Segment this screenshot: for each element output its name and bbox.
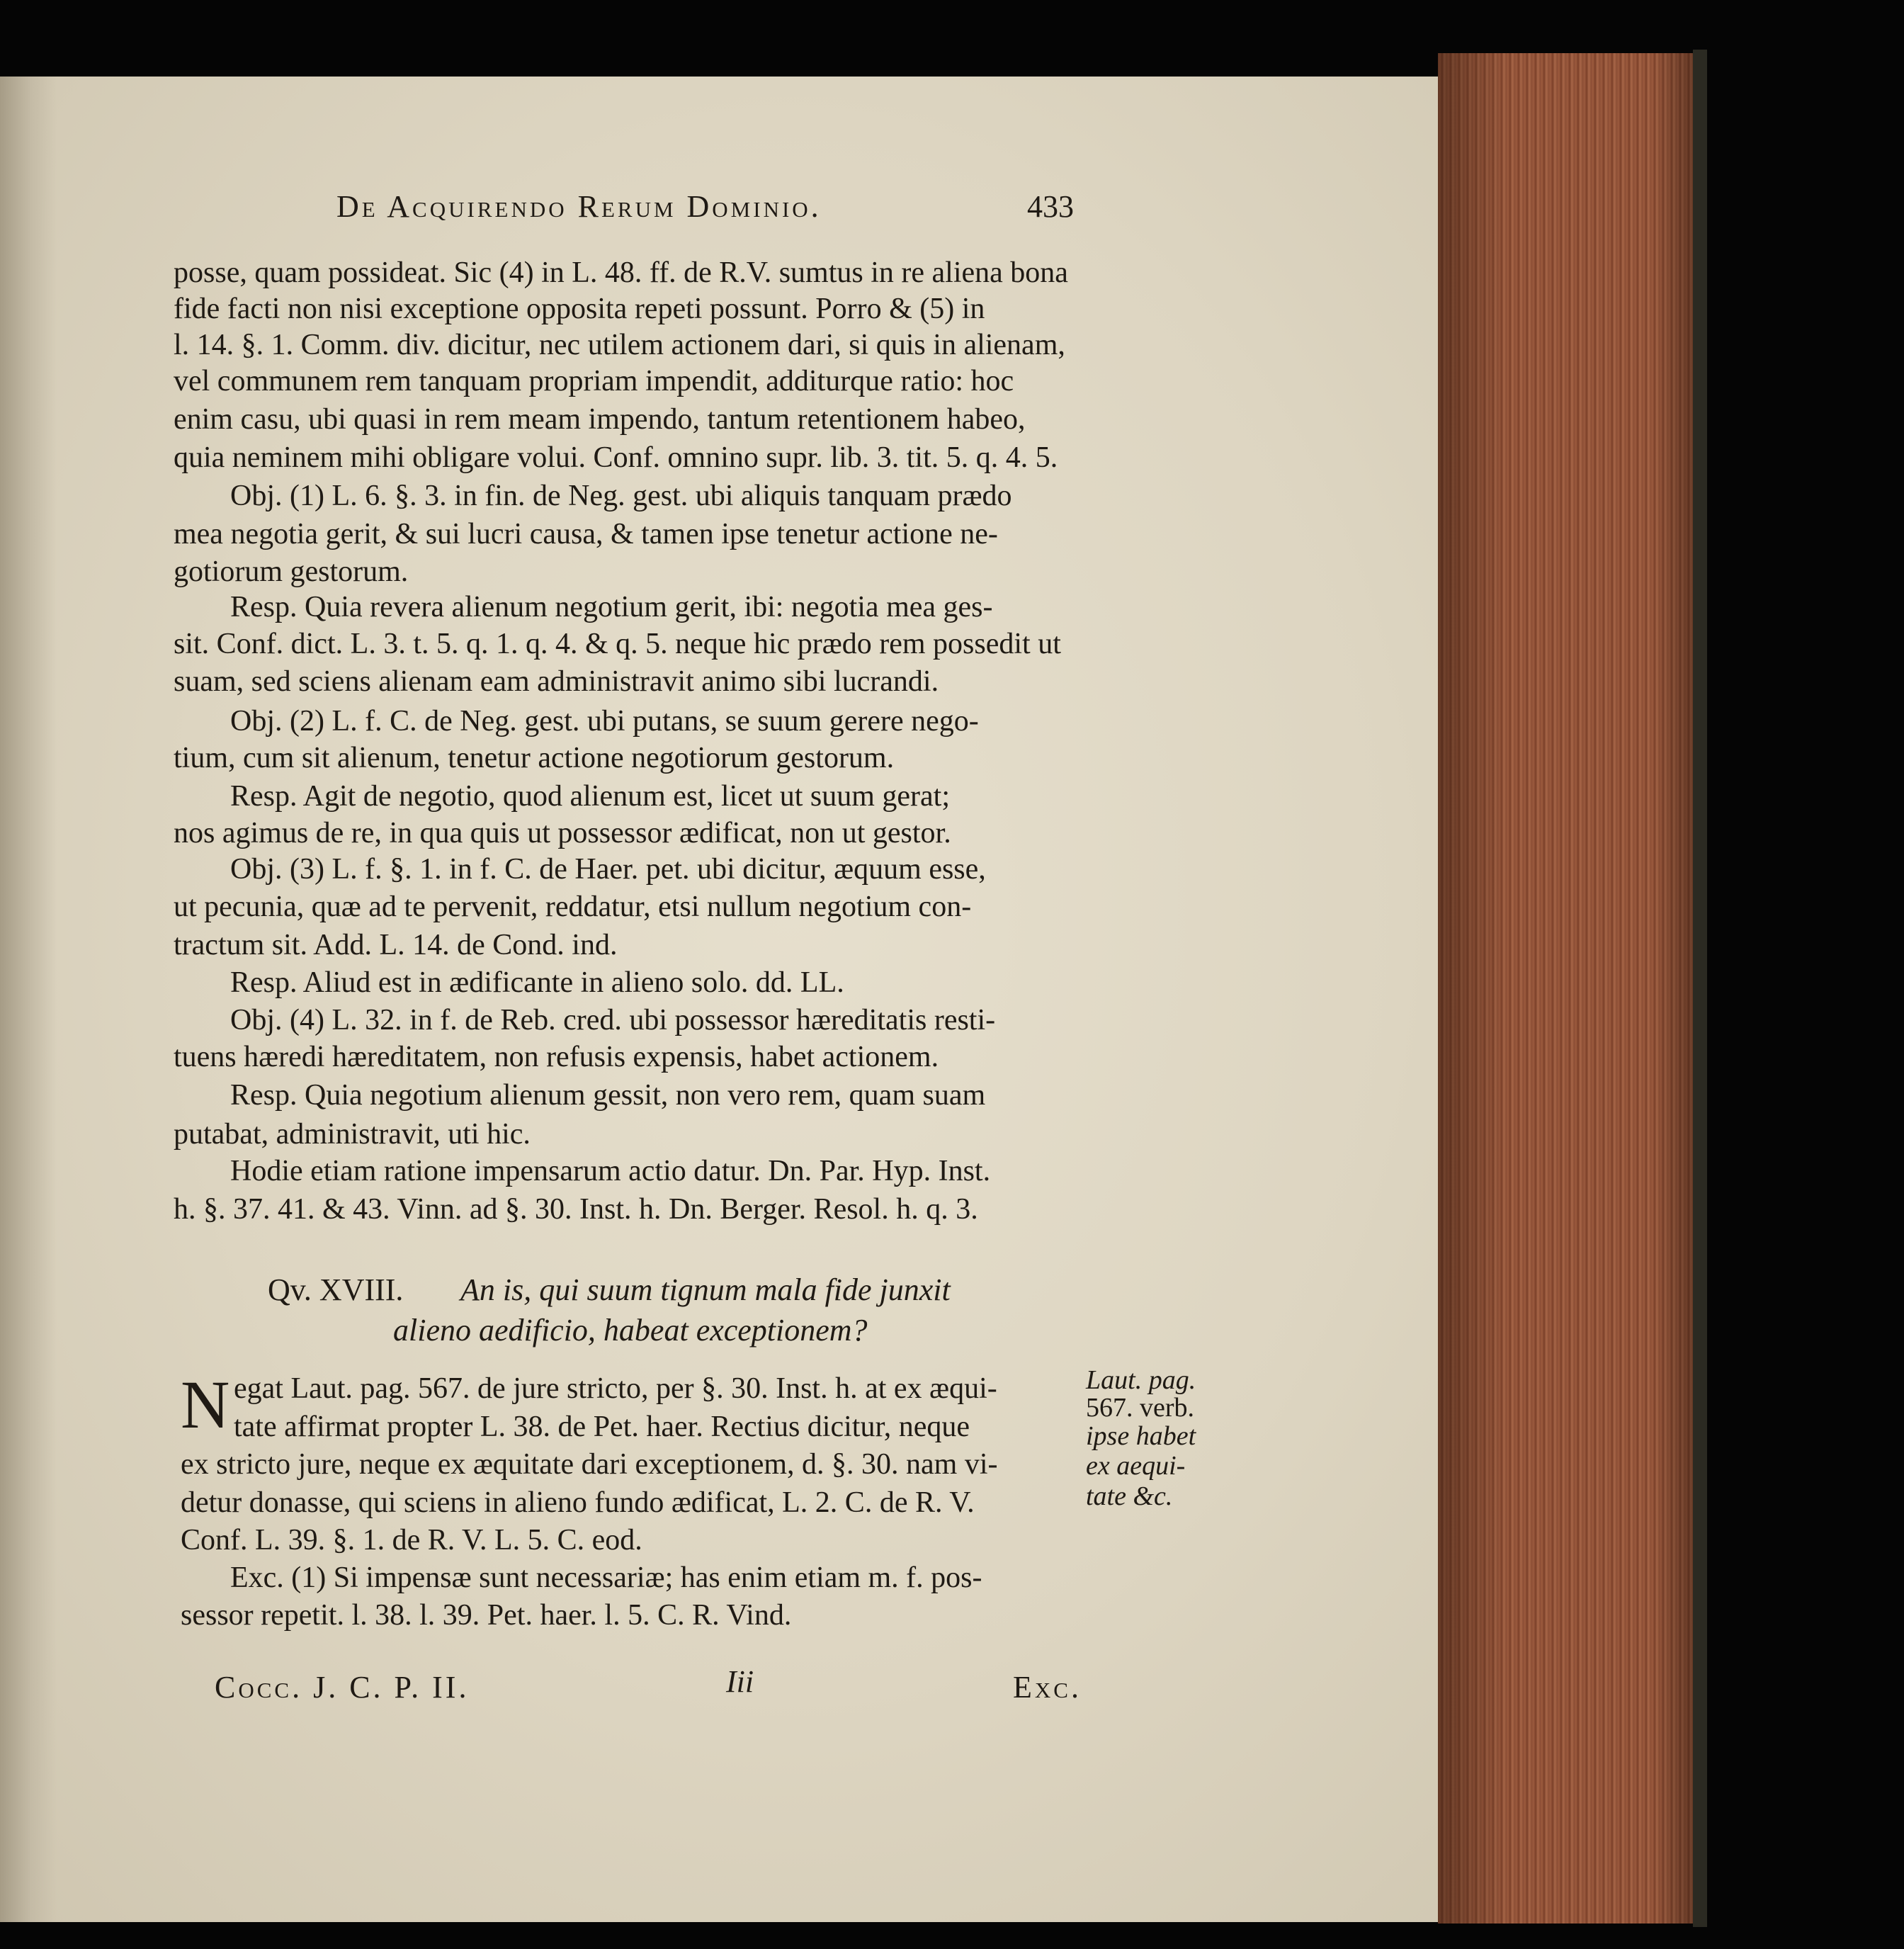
question-heading: alieno aedificio, habeat exceptionem? [393,1313,868,1348]
margin-note-line: Laut. pag. [1086,1365,1196,1395]
margin-note-line: ipse habet [1086,1421,1196,1451]
body-line: sessor repetit. l. 38. l. 39. Pet. haer. l. 5. C. R. Vind. [181,1599,792,1632]
body-line: tuens hæredi hæreditatem, non refusis expensis, habet actionem. [174,1041,939,1073]
question-heading: An is, qui suum tignum mala fide junxit [460,1272,951,1307]
body-line: putabat, administravit, uti hic. [174,1118,531,1151]
running-title: De Acquirendo Rerum Dominio. [336,189,822,224]
body-line: Exc. (1) Si impensæ sunt necessariæ; has enim etiam m. f. pos- [230,1561,982,1594]
body-line: Obj. (4) L. 32. in f. de Reb. cred. ubi possessor hæreditatis resti- [230,1004,996,1036]
body-line: Obj. (3) L. f. §. 1. in f. C. de Haer. pet. ubi dicitur, æquum esse, [230,853,986,886]
catchword: Exc. [1013,1670,1082,1705]
body-line: mea negotia gerit, & sui lucri causa, & tamen ipse tenetur actione ne- [174,518,998,550]
body-line: Obj. (2) L. f. C. de Neg. gest. ubi putans, se suum gerere nego- [230,705,979,738]
page-gutter [0,77,57,1922]
body-line: suam, sed sciens alienam eam administravit animo sibi lucrandi. [174,665,939,698]
body-line: nos agimus de re, in qua quis ut possessor ædificat, non ut gestor. [174,817,951,849]
signature-mark: Iii [726,1664,754,1699]
body-line: Resp. Quia revera alienum negotium gerit, ibi: negotia mea ges- [230,591,993,623]
body-line: ex stricto jure, neque ex æquitate dari exceptionem, d. §. 30. nam vi- [181,1448,998,1481]
fore-edge-shadow [1438,53,1707,1923]
book-cover-edge [1693,50,1707,1927]
margin-note-line: tate &c. [1086,1481,1173,1511]
body-line: ut pecunia, quæ ad te pervenit, reddatur, etsi nullum negotium con- [174,891,972,923]
body-line: fide facti non nisi exceptione opposita repeti possunt. Porro & (5) in [174,293,985,325]
body-line: sit. Conf. dict. L. 3. t. 5. q. 1. q. 4. & q. 5. neque hic prædo rem possedit ut [174,628,1061,660]
margin-note-line: ex aequi- [1086,1451,1186,1481]
body-line: l. 14. §. 1. Comm. div. dicitur, nec utilem actionem dari, si quis in alienam, [174,329,1065,361]
body-line: h. §. 37. 41. & 43. Vinn. ad §. 30. Inst. h. Dn. Berger. Resol. h. q. 3. [174,1193,978,1226]
body-line: Resp. Agit de negotio, quod alienum est, licet ut suum gerat; [230,780,950,813]
body-line: gotiorum gestorum. [174,555,409,588]
body-line: posse, quam possideat. Sic (4) in L. 48. ff. de R.V. sumtus in re aliena bona [174,256,1068,289]
body-line: Resp. Aliud est in ædificante in alieno solo. dd. LL. [230,966,844,999]
body-line: quia neminem mihi obligare volui. Conf. omnino supr. lib. 3. tit. 5. q. 4. 5. [174,441,1058,474]
body-line: egat Laut. pag. 567. de jure stricto, per §. 30. Inst. h. at ex æqui- [234,1372,997,1405]
body-line: Conf. L. 39. §. 1. de R. V. L. 5. C. eod. [181,1524,642,1557]
page-number: 433 [1027,189,1074,224]
body-line: Hodie etiam ratione impensarum actio datur. Dn. Par. Hyp. Inst. [230,1155,991,1187]
body-line: enim casu, ubi quasi in rem meam impendo, tantum retentionem habeo, [174,403,1026,436]
margin-note-line: 567. verb. [1086,1393,1195,1423]
body-line: Obj. (1) L. 6. §. 3. in fin. de Neg. gest. ubi aliquis tanquam prædo [230,480,1012,512]
body-line: Resp. Quia negotium alienum gessit, non vero rem, quam suam [230,1079,986,1112]
drop-cap: N [181,1367,230,1442]
body-line: detur donasse, qui sciens in alieno fundo ædificat, L. 2. C. de R. V. [181,1486,975,1519]
signature: Cocc. J. C. P. II. [215,1670,470,1705]
body-line: tractum sit. Add. L. 14. de Cond. ind. [174,929,618,961]
body-line: tate affirmat propter L. 38. de Pet. haer. Rectius dicitur, neque [234,1411,970,1443]
question-number: Qv. XVIII. [268,1272,404,1307]
body-line: vel communem rem tanquam propriam impendit, additurque ratio: hoc [174,365,1014,397]
body-line: tium, cum sit alienum, tenetur actione negotiorum gestorum. [174,742,895,774]
